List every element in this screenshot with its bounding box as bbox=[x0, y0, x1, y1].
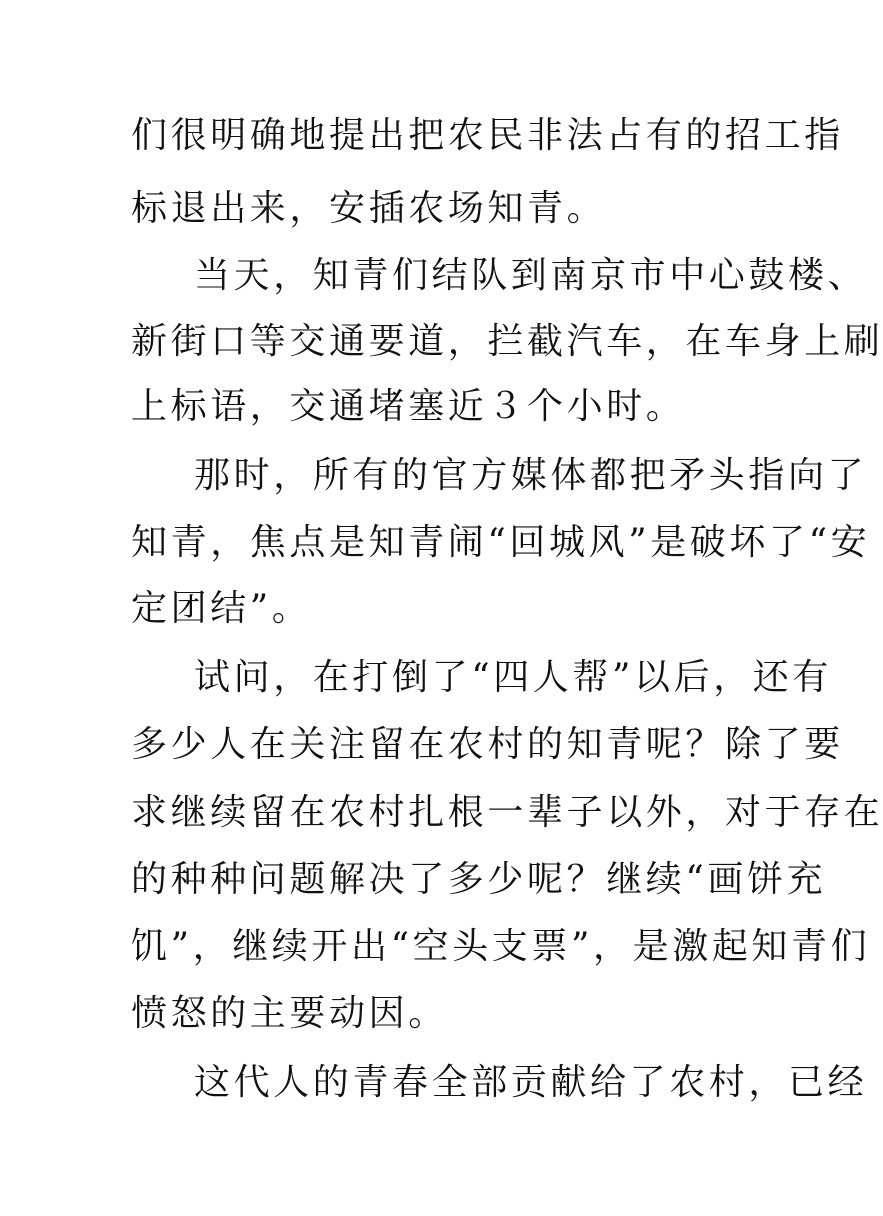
text-line-2: 标退出来，安插农场知青。 bbox=[131, 188, 607, 229]
text-line-11: 求继续留在农村扎根一辈子以外，对于存在 bbox=[131, 792, 883, 833]
text-line-8: 定团结”。 bbox=[131, 588, 312, 629]
text-line-6: 那时，所有的官方媒体都把矛头指向了 bbox=[194, 455, 868, 496]
text-line-3: 当天，知青们结队到南京市中心鼓楼、 bbox=[194, 255, 868, 296]
text-line-10: 多少人在关注留在农村的知青呢？除了要 bbox=[131, 724, 844, 765]
text-line-15: 这代人的青春全部贡献给了农村，已经 bbox=[194, 1062, 868, 1103]
text-line-9: 试问，在打倒了“四人帮”以后，还有 bbox=[194, 657, 833, 698]
text-line-4: 新街口等交通要道，拦截汽车，在车身上刷 bbox=[131, 321, 883, 362]
text-line-5: 上标语，交通堵塞近３个小时。 bbox=[131, 386, 686, 427]
text-line-1: 们很明确地提出把农民非法占有的招工指 bbox=[131, 115, 844, 156]
text-line-14: 愤怒的主要动因。 bbox=[131, 993, 448, 1034]
text-line-7: 知青，焦点是知青闹“回城风”是破坏了“安 bbox=[131, 522, 871, 563]
text-line-12: 的种种问题解决了多少呢？继续“画饼充 bbox=[131, 859, 827, 900]
text-line-13: 饥”，继续开出“空头支票”，是激起知青们 bbox=[131, 926, 871, 967]
